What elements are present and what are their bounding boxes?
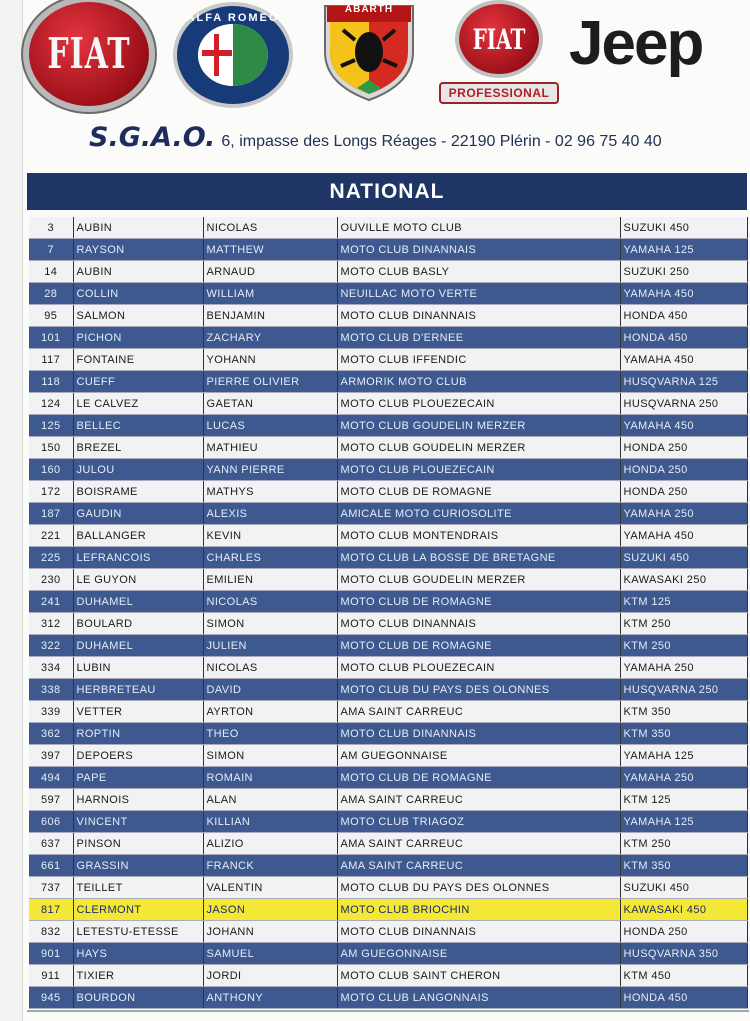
rider-number: 230 — [29, 569, 73, 591]
rider-number: 221 — [29, 525, 73, 547]
rider-first-name: SIMON — [203, 613, 337, 635]
rider-number: 661 — [29, 855, 73, 877]
section-title: NATIONAL — [27, 173, 747, 210]
rider-motorcycle: HUSQVARNA 250 — [620, 393, 747, 415]
rider-club: MOTO CLUB BRIOCHIN — [337, 899, 620, 921]
rider-first-name: CHARLES — [203, 547, 337, 569]
table-row — [29, 943, 747, 965]
rider-number: 95 — [29, 305, 73, 327]
table-row-highlighted — [29, 899, 747, 921]
rider-first-name: ALIZIO — [203, 833, 337, 855]
rider-first-name: GAETAN — [203, 393, 337, 415]
rider-number: 28 — [29, 283, 73, 305]
table-row — [29, 745, 747, 767]
rider-number: 597 — [29, 789, 73, 811]
table-row — [29, 591, 747, 613]
rider-motorcycle: YAMAHA 125 — [620, 811, 747, 833]
rider-motorcycle: KTM 125 — [620, 591, 747, 613]
rider-first-name: THEO — [203, 723, 337, 745]
fiat-logo — [29, 2, 149, 106]
rider-number: 362 — [29, 723, 73, 745]
rider-number: 737 — [29, 877, 73, 899]
rider-motorcycle: KTM 250 — [620, 613, 747, 635]
rider-motorcycle: HONDA 450 — [620, 987, 747, 1009]
rider-club: MOTO CLUB GOUDELIN MERZER — [337, 415, 620, 437]
rider-motorcycle: SUZUKI 450 — [620, 877, 747, 899]
rider-club: MOTO CLUB DINANNAIS — [337, 921, 620, 943]
table-row — [29, 481, 747, 503]
table-row — [29, 877, 747, 899]
fiat-logo-text: FIAT — [47, 29, 131, 79]
table-row — [29, 635, 747, 657]
table-row — [29, 547, 747, 569]
rider-club: MOTO CLUB DINANNAIS — [337, 305, 620, 327]
rider-club: MOTO CLUB DE ROMAGNE — [337, 481, 620, 503]
rider-number: 606 — [29, 811, 73, 833]
rider-last-name: BALLANGER — [73, 525, 203, 547]
rider-motorcycle: YAMAHA 450 — [620, 525, 747, 547]
rider-motorcycle: YAMAHA 450 — [620, 349, 747, 371]
rider-club: MOTO CLUB PLOUEZECAIN — [337, 393, 620, 415]
rider-last-name: COLLIN — [73, 283, 203, 305]
rider-first-name: MATHIEU — [203, 437, 337, 459]
rider-number: 832 — [29, 921, 73, 943]
table-row — [29, 657, 747, 679]
rider-number: 187 — [29, 503, 73, 525]
alfa-romeo-logo — [177, 6, 289, 104]
rider-motorcycle: HONDA 450 — [620, 327, 747, 349]
table-row — [29, 789, 747, 811]
rider-number: 945 — [29, 987, 73, 1009]
abarth-logo — [317, 0, 421, 104]
rider-last-name: DUHAMEL — [73, 591, 203, 613]
abarth-shield-icon — [317, 0, 421, 104]
rider-first-name: MATHYS — [203, 481, 337, 503]
rider-number: 7 — [29, 239, 73, 261]
table-row — [29, 855, 747, 877]
rider-club: NEUILLAC MOTO VERTE — [337, 283, 620, 305]
rider-number: 901 — [29, 943, 73, 965]
rider-first-name: NICOLAS — [203, 217, 337, 239]
abarth-logo-text: ABARTH — [344, 4, 394, 15]
rider-last-name: LE CALVEZ — [73, 393, 203, 415]
rider-number: 494 — [29, 767, 73, 789]
rider-last-name: RAYSON — [73, 239, 203, 261]
table-row — [29, 239, 747, 261]
rider-motorcycle: HUSQVARNA 350 — [620, 943, 747, 965]
rider-last-name: DUHAMEL — [73, 635, 203, 657]
table-row — [29, 679, 747, 701]
rider-number: 14 — [29, 261, 73, 283]
rider-motorcycle: HUSQVARNA 125 — [620, 371, 747, 393]
table-row — [29, 921, 747, 943]
rider-first-name: SIMON — [203, 745, 337, 767]
rider-last-name: HERBRETEAU — [73, 679, 203, 701]
rider-motorcycle: HONDA 250 — [620, 481, 747, 503]
rider-last-name: PICHON — [73, 327, 203, 349]
table-row — [29, 833, 747, 855]
table-row — [29, 569, 747, 591]
rider-number: 150 — [29, 437, 73, 459]
rider-last-name: VINCENT — [73, 811, 203, 833]
jeep-logo: Jeep — [569, 9, 703, 78]
rider-last-name: BOURDON — [73, 987, 203, 1009]
alfa-romeo-emblem — [198, 24, 268, 86]
rider-first-name: NICOLAS — [203, 591, 337, 613]
rider-number: 911 — [29, 965, 73, 987]
dealer-name: S.G.A.O. — [89, 122, 216, 153]
rider-number: 125 — [29, 415, 73, 437]
alfa-romeo-logo-text: ALFA ROMEO — [186, 12, 280, 24]
rider-club: MOTO CLUB DINANNAIS — [337, 723, 620, 745]
rider-motorcycle: SUZUKI 450 — [620, 547, 747, 569]
rider-motorcycle: YAMAHA 250 — [620, 657, 747, 679]
fiat-professional-logo — [437, 0, 561, 108]
rider-motorcycle: YAMAHA 450 — [620, 415, 747, 437]
rider-motorcycle: YAMAHA 250 — [620, 767, 747, 789]
table-row — [29, 305, 747, 327]
rider-last-name: HARNOIS — [73, 789, 203, 811]
rider-club: MOTO CLUB SAINT CHERON — [337, 965, 620, 987]
rider-number: 3 — [29, 217, 73, 239]
rider-motorcycle: KTM 350 — [620, 701, 747, 723]
fiat-professional-emblem — [459, 4, 539, 74]
rider-club: AMA SAINT CARREUC — [337, 701, 620, 723]
rider-motorcycle: YAMAHA 450 — [620, 283, 747, 305]
table-row — [29, 701, 747, 723]
rider-number: 637 — [29, 833, 73, 855]
rider-last-name: PINSON — [73, 833, 203, 855]
rider-last-name: SALMON — [73, 305, 203, 327]
rider-last-name: AUBIN — [73, 217, 203, 239]
rider-club: AM GUEGONNAISE — [337, 745, 620, 767]
rider-club: MOTO CLUB PLOUEZECAIN — [337, 459, 620, 481]
table-row — [29, 217, 747, 239]
rider-club: MOTO CLUB DE ROMAGNE — [337, 767, 620, 789]
table-row — [29, 811, 747, 833]
rider-last-name: BOULARD — [73, 613, 203, 635]
rider-last-name: LE GUYON — [73, 569, 203, 591]
rider-motorcycle: KTM 250 — [620, 635, 747, 657]
table-row — [29, 503, 747, 525]
table-row — [29, 371, 747, 393]
rider-club: MOTO CLUB GOUDELIN MERZER — [337, 437, 620, 459]
table-row — [29, 283, 747, 305]
rider-first-name: ALAN — [203, 789, 337, 811]
rider-number: 334 — [29, 657, 73, 679]
rider-number: 322 — [29, 635, 73, 657]
sponsor-logos — [23, 0, 750, 118]
rider-first-name: JULIEN — [203, 635, 337, 657]
table-row — [29, 613, 747, 635]
table-row — [29, 723, 747, 745]
rider-number: 312 — [29, 613, 73, 635]
rider-last-name: BOISRAME — [73, 481, 203, 503]
rider-first-name: FRANCK — [203, 855, 337, 877]
rider-club: MOTO CLUB BASLY — [337, 261, 620, 283]
table-row — [29, 459, 747, 481]
rider-number: 172 — [29, 481, 73, 503]
rider-club: AMA SAINT CARREUC — [337, 789, 620, 811]
rider-club: MOTO CLUB DE ROMAGNE — [337, 591, 620, 613]
rider-first-name: ANTHONY — [203, 987, 337, 1009]
rider-last-name: CLERMONT — [73, 899, 203, 921]
table-row — [29, 767, 747, 789]
rider-first-name: WILLIAM — [203, 283, 337, 305]
rider-number: 817 — [29, 899, 73, 921]
rider-first-name: JORDI — [203, 965, 337, 987]
dealer-address: 6, impasse des Longs Réages - 22190 Plérin - 02 96 75 40 40 — [221, 133, 662, 150]
rider-motorcycle: HONDA 250 — [620, 921, 747, 943]
rider-club: MOTO CLUB IFFENDIC — [337, 349, 620, 371]
rider-number: 225 — [29, 547, 73, 569]
rider-number: 124 — [29, 393, 73, 415]
rider-last-name: VETTER — [73, 701, 203, 723]
rider-club: MOTO CLUB DU PAYS DES OLONNES — [337, 877, 620, 899]
table-row — [29, 987, 747, 1009]
rider-last-name: HAYS — [73, 943, 203, 965]
rider-first-name: KEVIN — [203, 525, 337, 547]
program-page — [22, 0, 750, 1021]
rider-last-name: GAUDIN — [73, 503, 203, 525]
rider-last-name: JULOU — [73, 459, 203, 481]
riders-table-body — [29, 217, 747, 1009]
rider-number: 160 — [29, 459, 73, 481]
rider-number: 118 — [29, 371, 73, 393]
rider-club: MOTO CLUB DINANNAIS — [337, 613, 620, 635]
rider-last-name: BREZEL — [73, 437, 203, 459]
rider-motorcycle: KTM 125 — [620, 789, 747, 811]
table-row — [29, 415, 747, 437]
riders-table — [29, 217, 748, 1009]
rider-first-name: BENJAMIN — [203, 305, 337, 327]
rider-motorcycle: KTM 250 — [620, 833, 747, 855]
rider-last-name: LUBIN — [73, 657, 203, 679]
rider-club: MOTO CLUB LA BOSSE DE BRETAGNE — [337, 547, 620, 569]
rider-first-name: ARNAUD — [203, 261, 337, 283]
rider-last-name: PAPE — [73, 767, 203, 789]
rider-last-name: TEILLET — [73, 877, 203, 899]
rider-first-name: KILLIAN — [203, 811, 337, 833]
rider-number: 117 — [29, 349, 73, 371]
rider-first-name: YANN PIERRE — [203, 459, 337, 481]
rider-motorcycle: KTM 450 — [620, 965, 747, 987]
rider-first-name: YOHANN — [203, 349, 337, 371]
rider-first-name: NICOLAS — [203, 657, 337, 679]
rider-club: MOTO CLUB DINANNAIS — [337, 239, 620, 261]
rider-motorcycle: SUZUKI 250 — [620, 261, 747, 283]
rider-club: AMA SAINT CARREUC — [337, 855, 620, 877]
rider-last-name: TIXIER — [73, 965, 203, 987]
rider-number: 397 — [29, 745, 73, 767]
rider-first-name: DAVID — [203, 679, 337, 701]
rider-club: OUVILLE MOTO CLUB — [337, 217, 620, 239]
rider-last-name: LEFRANCOIS — [73, 547, 203, 569]
rider-club: MOTO CLUB D'ERNEE — [337, 327, 620, 349]
rider-first-name: JOHANN — [203, 921, 337, 943]
rider-first-name: MATTHEW — [203, 239, 337, 261]
rider-motorcycle: KAWASAKI 250 — [620, 569, 747, 591]
rider-club: MOTO CLUB DU PAYS DES OLONNES — [337, 679, 620, 701]
rider-first-name: ROMAIN — [203, 767, 337, 789]
rider-first-name: ZACHARY — [203, 327, 337, 349]
fiat-professional-brand: FIAT — [472, 22, 526, 56]
table-row — [29, 349, 747, 371]
rider-club: MOTO CLUB DE ROMAGNE — [337, 635, 620, 657]
rider-first-name: LUCAS — [203, 415, 337, 437]
dealer-info — [89, 122, 662, 153]
rider-motorcycle: HONDA 250 — [620, 437, 747, 459]
rider-motorcycle: SUZUKI 450 — [620, 217, 747, 239]
rider-club: MOTO CLUB TRIAGOZ — [337, 811, 620, 833]
rider-club: MOTO CLUB GOUDELIN MERZER — [337, 569, 620, 591]
rider-number: 339 — [29, 701, 73, 723]
table-row — [29, 393, 747, 415]
rider-club: ARMORIK MOTO CLUB — [337, 371, 620, 393]
rider-motorcycle: YAMAHA 125 — [620, 239, 747, 261]
rider-motorcycle: HONDA 250 — [620, 459, 747, 481]
rider-number: 338 — [29, 679, 73, 701]
rider-motorcycle: HONDA 450 — [620, 305, 747, 327]
rider-motorcycle: HUSQVARNA 250 — [620, 679, 747, 701]
rider-last-name: CUEFF — [73, 371, 203, 393]
fiat-professional-label: PROFESSIONAL — [439, 82, 560, 104]
rider-last-name: BELLEC — [73, 415, 203, 437]
rider-club: AM GUEGONNAISE — [337, 943, 620, 965]
rider-last-name: FONTAINE — [73, 349, 203, 371]
rider-number: 101 — [29, 327, 73, 349]
rider-club: MOTO CLUB PLOUEZECAIN — [337, 657, 620, 679]
rider-number: 241 — [29, 591, 73, 613]
rider-last-name: GRASSIN — [73, 855, 203, 877]
rider-last-name: LETESTU-ETESSE — [73, 921, 203, 943]
rider-first-name: VALENTIN — [203, 877, 337, 899]
rider-first-name: EMILIEN — [203, 569, 337, 591]
rider-club: MOTO CLUB LANGONNAIS — [337, 987, 620, 1009]
rider-club: AMICALE MOTO CURIOSOLITE — [337, 503, 620, 525]
rider-motorcycle: YAMAHA 125 — [620, 745, 747, 767]
rider-motorcycle: YAMAHA 250 — [620, 503, 747, 525]
table-row — [29, 327, 747, 349]
rider-motorcycle: KAWASAKI 450 — [620, 899, 747, 921]
rider-last-name: AUBIN — [73, 261, 203, 283]
rider-first-name: JASON — [203, 899, 337, 921]
table-row — [29, 525, 747, 547]
rider-last-name: DEPOERS — [73, 745, 203, 767]
page-divider — [27, 1010, 749, 1012]
table-row — [29, 437, 747, 459]
rider-motorcycle: KTM 350 — [620, 723, 747, 745]
rider-motorcycle: KTM 350 — [620, 855, 747, 877]
table-row — [29, 965, 747, 987]
rider-first-name: SAMUEL — [203, 943, 337, 965]
rider-first-name: ALEXIS — [203, 503, 337, 525]
rider-last-name: ROPTIN — [73, 723, 203, 745]
rider-first-name: PIERRE OLIVIER — [203, 371, 337, 393]
rider-club: AMA SAINT CARREUC — [337, 833, 620, 855]
table-row — [29, 261, 747, 283]
rider-club: MOTO CLUB MONTENDRAIS — [337, 525, 620, 547]
rider-first-name: AYRTON — [203, 701, 337, 723]
